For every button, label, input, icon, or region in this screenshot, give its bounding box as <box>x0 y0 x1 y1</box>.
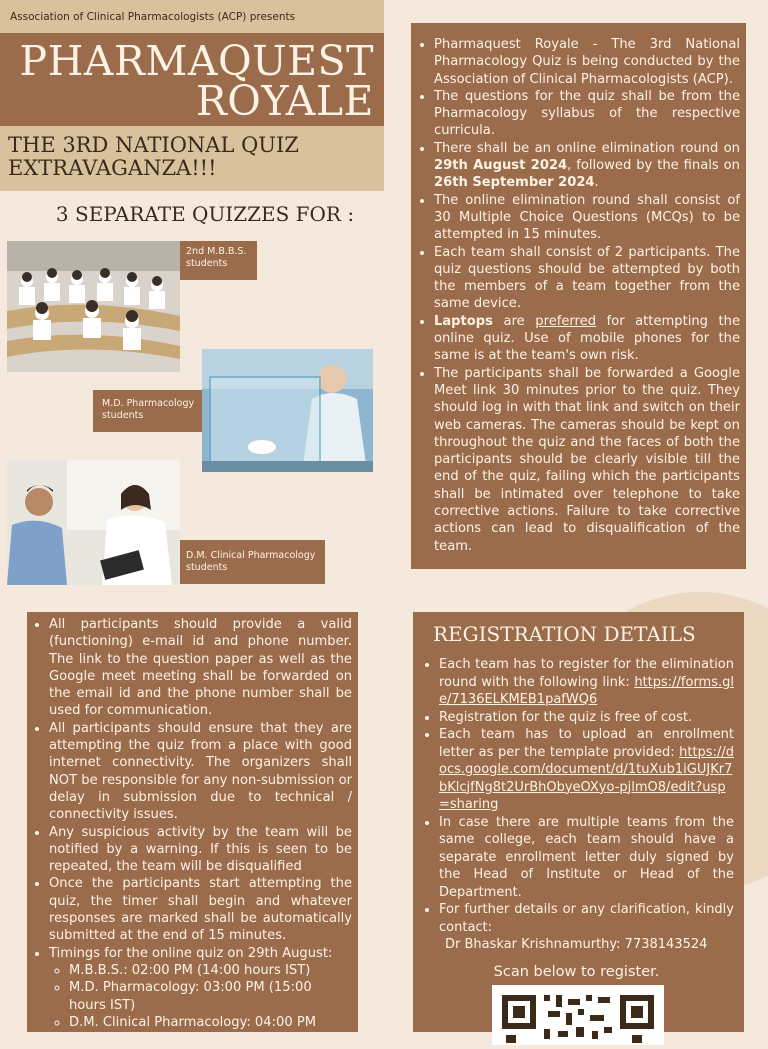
registration-heading: REGISTRATION DETAILS <box>433 622 696 646</box>
page-title-line2: ROYALE <box>195 77 374 125</box>
rule-item: • The participants shall be forwarded a Google Meet link 30 minutes prior to the quiz. They should log in with that link and switch on their web cameras. The cameras should be kept on throughout the quiz and the faces of both the participants should be clearly visible till the end of the quiz, failing which the participants shall be intimated over telephone to take corrective actions. Failure to take corrective actions can lead to disqualification of the team. <box>434 365 740 555</box>
category-label-md: M.D. Pharmacology students <box>93 390 202 432</box>
subtitle-block <box>0 126 384 191</box>
lab-research-photo <box>202 349 373 472</box>
rule-item: • Pharmaquest Royale - The 3rd National Pharmacology Quiz is being conducted by the Association of Clinical Pharmacologists (ACP). <box>434 36 740 88</box>
contact-person: Dr Bhaskar Krishnamurthy: 7738143524 <box>445 937 708 952</box>
presenter-text: Association of Clinical Pharmacologists (ACP) presents <box>10 11 296 23</box>
rule-item: • Once the participants start attempting the quiz, the timer shall begin and whatever responses are marked shall be automatically submitted at the end of 15 minutes. <box>49 875 352 944</box>
rule-item-laptops: • Laptops are preferred for attempting the online quiz. Use of mobile phones for the same is at the team's own risk. <box>434 313 740 365</box>
timing-dm: ◦ D.M. Clinical Pharmacology: 04:00 PM <box>69 1014 352 1031</box>
rule-item: • All participants should ensure that they are attempting the quiz from a place with good internet connectivity. The organizers shall NOT be responsible for any non-submission or delay in submission due to technical / connectivity issues. <box>49 720 352 824</box>
rule-item: • Any suspicious activity by the team will be notified by a warning. If this is seen to be repeated, the team will be disqualified <box>49 824 352 876</box>
finals-date: 26th September 2024 <box>434 175 595 191</box>
rule-item: • The questions for the quiz shall be from the Pharmacology syllabus of the respective curricula. <box>434 88 740 140</box>
participant-rules-panel <box>27 612 358 1032</box>
rule-item: • All participants should provide a valid (functioning) e-mail id and phone number. The link to the question paper as well as the Google meet meeting shall be forwarded on the email id and the phone number shall be used for communication. <box>49 616 352 720</box>
category-label-dm: D.M. Clinical Pharmacology students <box>180 540 325 584</box>
scan-prompt: Scan below to register. <box>493 963 660 980</box>
registration-qr-code[interactable] <box>492 985 664 1045</box>
rule-item: • Each team shall consist of 2 participants. The quiz questions should be attempted by both the members of a team together from the same device. <box>434 244 740 313</box>
rule-item: • The online elimination round shall consist of 30 Multiple Choice Questions (MCQs) to be attempted in 15 minutes. <box>434 192 740 244</box>
consultation-photo <box>7 460 180 585</box>
registration-form-link[interactable]: https://forms.gle/7136ELKMEB1pafWQ6 <box>439 674 734 707</box>
timings-list <box>49 962 352 1031</box>
title-block <box>0 33 384 126</box>
subtitle-line2: EXTRAVAGANZA!!! <box>8 156 217 180</box>
category-label-mbbs: 2nd M.B.B.S. students <box>180 241 257 280</box>
timing-mbbs: ◦ M.B.B.S.: 02:00 PM (14:00 hours IST) <box>69 962 352 979</box>
page-title-line1: PHARMAQUEST <box>19 37 374 85</box>
lecture-hall-photo <box>7 241 180 372</box>
reg-item: • Each team has to upload an enrollment letter as per the template provided: https://docs.google.com/document/d/1tuXub1iGUJKr7bKlcjfNg8t2UrBhObyeOXyo-pjlmO8/edit?usp=sharing <box>439 726 734 814</box>
separate-quizzes-heading: 3 SEPARATE QUIZZES FOR : <box>55 202 355 226</box>
subtitle-line1: THE 3RD NATIONAL QUIZ <box>8 133 299 157</box>
enrollment-template-link[interactable]: https://docs.google.com/document/d/1tuXub1iGUJKr7bKlcjfNg8t2UrBhObyeOXyo-pjlmO8/edit?usp=sharing <box>439 744 734 812</box>
subtitle <box>8 134 299 180</box>
quiz-rules-panel <box>411 23 746 569</box>
reg-item: • Each team has to register for the elimination round with the following link: https://forms.gle/7136ELKMEB1pafWQ6 <box>439 656 734 709</box>
reg-item: • For further details or any clarification, kindly contact: Dr Bhaskar Krishnamurthy: 7738143524 <box>439 901 734 954</box>
reg-item: • Registration for the quiz is free of cost. <box>439 709 734 727</box>
timing-md: ◦ M.D. Pharmacology: 03:00 PM (15:00 hours IST) <box>69 979 352 1014</box>
registration-panel <box>413 612 744 1032</box>
reg-item: • In case there are multiple teams from the same college, each team should have a separate enrollment letter duly signed by the Head of Institute or Head of the Department. <box>439 814 734 902</box>
rule-item-timings: • Timings for the online quiz on 29th August: ◦ M.B.B.S.: 02:00 PM (14:00 hours IST) ◦ M.D. Pharmacology: 03:00 PM (15:00 hours IST) ◦ D.M. Clinical Pharmacology: 04:00 PM <box>49 945 352 1031</box>
presenter-bar <box>0 0 384 33</box>
elimination-date: 29th August 2024 <box>434 158 568 174</box>
rule-item-dates: • There shall be an online elimination round on 29th August 2024, followed by the finals on 26th September 2024. <box>434 140 740 192</box>
